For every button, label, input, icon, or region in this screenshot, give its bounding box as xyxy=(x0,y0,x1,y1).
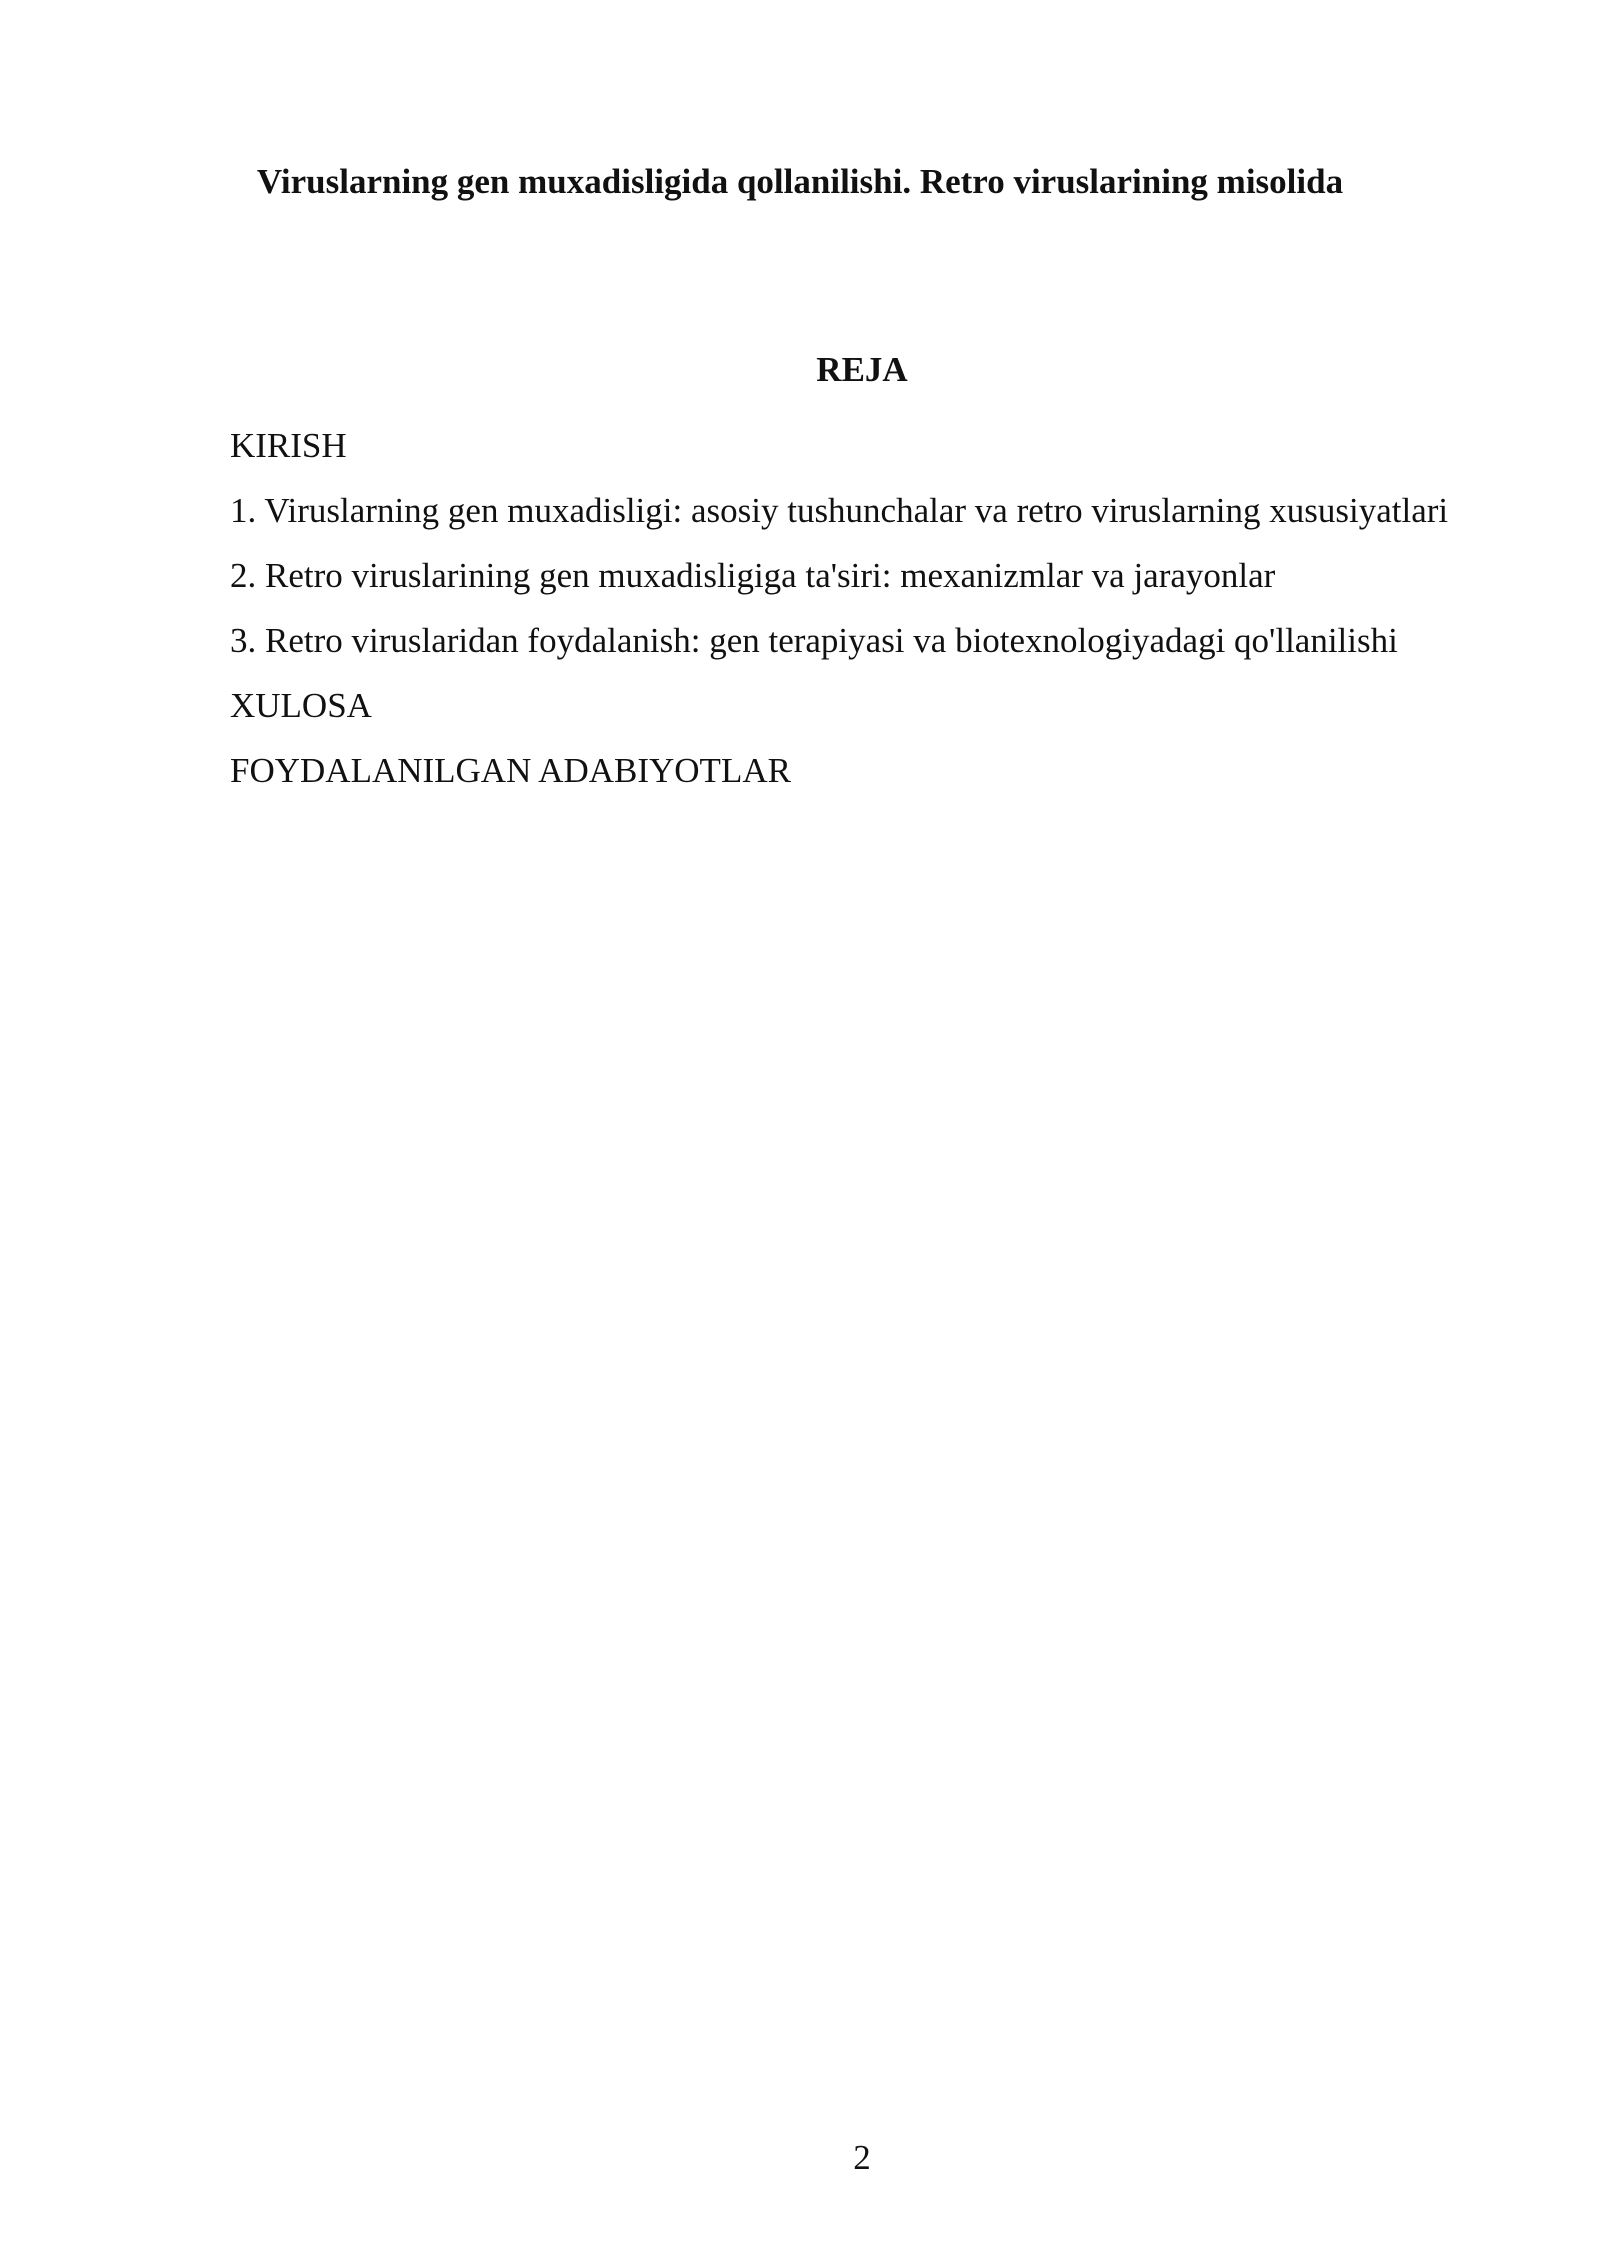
page-number: 2 xyxy=(853,2138,871,2177)
plan-item-conclusion: XULOSA xyxy=(230,686,372,725)
plan-item-section-3: 3. Retro viruslaridan foydalanish: gen terapiyasi va biotexnologiyadagi qo'llanilishi xyxy=(230,621,1398,660)
plan-item-introduction: KIRISH xyxy=(230,426,347,465)
plan-item-section-1: 1. Viruslarning gen muxadisligi: asosiy tushunchalar va retro viruslarning xususiyatlari xyxy=(230,491,1449,530)
plan-list xyxy=(230,418,1520,808)
plan-item-references: FOYDALANILGAN ADABIYOTLAR xyxy=(230,751,791,790)
plan-item-section-2: 2. Retro viruslarining gen muxadisligiga ta'siri: mexanizmlar va jarayonlar xyxy=(230,556,1276,595)
document-title: Viruslarning gen muxadisligida qollanilishi. Retro viruslarining misolida xyxy=(256,162,1344,201)
plan-heading: REJA xyxy=(816,350,908,389)
